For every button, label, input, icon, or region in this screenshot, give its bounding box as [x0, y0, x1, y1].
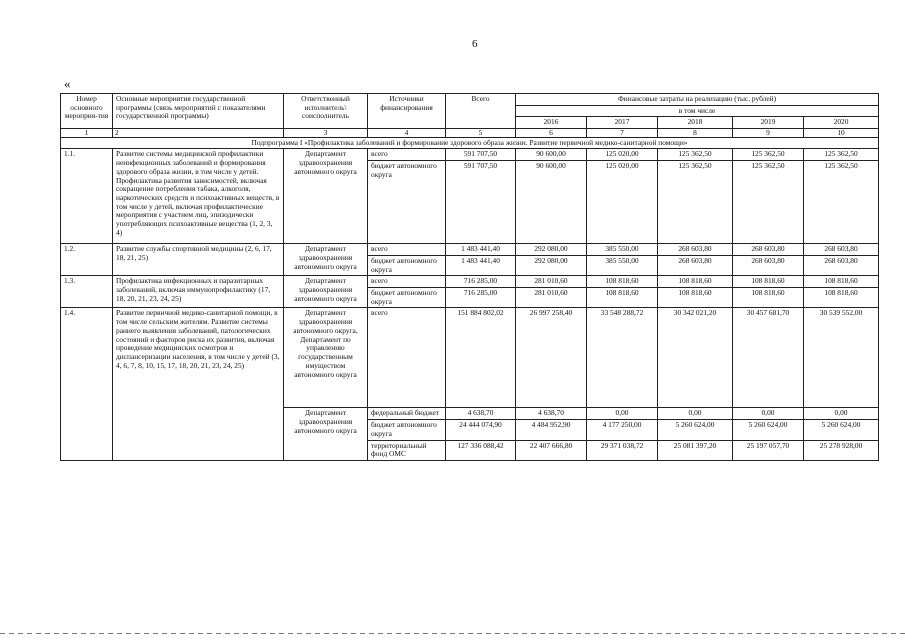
- source-name: всего: [368, 308, 446, 408]
- amount-2019: 30 457 681,70: [733, 308, 804, 408]
- source-name: всего: [368, 149, 446, 161]
- financing-table: [60, 93, 879, 461]
- source-name: всего: [368, 244, 446, 256]
- amount-total: 24 444 074,90: [446, 420, 516, 440]
- scan-bottom-edge: [0, 633, 905, 634]
- header-total: Всего: [446, 94, 516, 129]
- responsible-executor: Департамент здравоохранения автономного округа, Департамент по управлению государственным имуществом автономного округа: [284, 308, 368, 408]
- amount-total: 1 483 441,40: [446, 244, 516, 256]
- source-name: всего: [368, 276, 446, 288]
- column-number: 6: [516, 129, 587, 137]
- amount-2018: 268 603,80: [658, 244, 733, 256]
- amount-2016: 281 010,60: [516, 276, 587, 288]
- amount-2016: 22 407 666,80: [516, 440, 587, 460]
- amount-2020: 5 260 624,00: [804, 420, 879, 440]
- source-name: федеральный бюджет: [368, 408, 446, 420]
- source-name: бюджет автономного округа: [368, 161, 446, 244]
- column-number: 4: [368, 129, 446, 137]
- source-name: бюджет автономного округа: [368, 255, 446, 275]
- amount-2017: 385 550,00: [587, 255, 658, 275]
- column-number: 10: [804, 129, 879, 137]
- amount-2020: 108 818,60: [804, 288, 879, 308]
- amount-2020: 0,00: [804, 408, 879, 420]
- amount-2016: 4 638,70: [516, 408, 587, 420]
- activity-description: Развитие системы медицинской профилактики неинфекционных заболеваний и формирования здорового образа жизни, в том числе у детей. Профилактика развития зависимостей, включая сокращение потребления табака, алкоголя, наркотических средств и психоактивных веществ, в том числе у детей, включая профилактические мероприятия с участием лиц, эпизодически употребляющих психоактивные вещества (1, 2, 3, 4): [113, 149, 284, 244]
- column-number: 1: [61, 129, 113, 137]
- amount-2020: 108 818,60: [804, 276, 879, 288]
- opening-quote: «: [64, 76, 71, 91]
- header-including: в том числе: [516, 105, 879, 117]
- amount-2017: 4 177 250,00: [587, 420, 658, 440]
- amount-total: 591 707,50: [446, 149, 516, 161]
- amount-2017: 108 818,60: [587, 276, 658, 288]
- responsible-executor: Департамент здравоохранения автономного округа: [284, 276, 368, 308]
- amount-2018: 30 342 021,20: [658, 308, 733, 408]
- amount-2019: 108 818,60: [733, 276, 804, 288]
- amount-2017: 0,00: [587, 408, 658, 420]
- column-number: 9: [733, 129, 804, 137]
- amount-2019: 5 260 624,00: [733, 420, 804, 440]
- header-year: 2020: [804, 117, 879, 129]
- amount-2020: 268 603,80: [804, 255, 879, 275]
- column-number: 2: [113, 129, 284, 137]
- header-number: Номер основного мероприя-тия: [61, 94, 113, 129]
- amount-2016: 292 080,00: [516, 255, 587, 275]
- amount-2017: 33 548 288,72: [587, 308, 658, 408]
- amount-2017: 125 020,00: [587, 149, 658, 161]
- source-name: бюджет автономного округа: [368, 288, 446, 308]
- column-number: 5: [446, 129, 516, 137]
- amount-2020: 125 362,50: [804, 149, 879, 161]
- amount-2016: 292 080,00: [516, 244, 587, 256]
- column-number: 8: [658, 129, 733, 137]
- amount-2018: 25 081 397,20: [658, 440, 733, 460]
- amount-total: 151 884 802,02: [446, 308, 516, 408]
- amount-2019: 125 362,50: [733, 161, 804, 244]
- amount-total: 127 336 088,42: [446, 440, 516, 460]
- amount-2018: 108 818,60: [658, 276, 733, 288]
- amount-2018: 125 362,50: [658, 149, 733, 161]
- activity-description: Профилактика инфекционных и паразитарных заболеваний, включая иммунопрофилактику (17, 18, 20, 21, 23, 24, 25): [113, 276, 284, 308]
- subprogram-title: Подпрограмма I «Профилактика заболеваний и формирование здорового образа жизни. Развитие первичной медико-санитарной помощи»: [61, 137, 879, 149]
- header-activities: Основные мероприятия государственной программы (связь мероприятий с показателями государственной программы): [113, 94, 284, 129]
- activity-description: Развитие первичной медико-санитарной помощи, в том числе сельским жителям. Развитие системы раннего выявления заболеваний, патологических состояний и факторов риска их развития, включая проведение медицинских осмотров и диспансеризации населения, в том числе у детей (3, 4, 6, 7, 8, 10, 15, 17, 18, 20, 21, 23, 24, 25): [113, 308, 284, 461]
- header-year: 2017: [587, 117, 658, 129]
- responsible-executor: Департамент здравоохранения автономного округа: [284, 149, 368, 244]
- activity-description: Развитие службы спортивной медицины (2, 6, 17, 18, 21, 25): [113, 244, 284, 276]
- amount-2016: 4 484 952,90: [516, 420, 587, 440]
- source-name: территориальный фонд ОМС: [368, 440, 446, 460]
- amount-total: 1 483 441,40: [446, 255, 516, 275]
- amount-2018: 108 818,60: [658, 288, 733, 308]
- sub-responsible-executor: Департамент здравоохранения автономного округа: [284, 408, 368, 461]
- page-number: 6: [472, 38, 478, 50]
- amount-total: 716 285,00: [446, 288, 516, 308]
- amount-2019: 108 818,60: [733, 288, 804, 308]
- header-year: 2019: [733, 117, 804, 129]
- amount-2017: 125 020,00: [587, 161, 658, 244]
- amount-2016: 90 600,00: [516, 149, 587, 161]
- amount-2016: 26 997 258,40: [516, 308, 587, 408]
- amount-2020: 30 539 552,00: [804, 308, 879, 408]
- source-name: бюджет автономного округа: [368, 420, 446, 440]
- amount-2019: 268 603,80: [733, 244, 804, 256]
- amount-2018: 0,00: [658, 408, 733, 420]
- amount-2019: 0,00: [733, 408, 804, 420]
- header-sources: Источники финансирования: [368, 94, 446, 129]
- row-number: 1.4.: [61, 308, 113, 461]
- responsible-executor: Департамент здравоохранения автономного округа: [284, 244, 368, 276]
- amount-2020: 125 362,50: [804, 161, 879, 244]
- amount-2017: 385 550,00: [587, 244, 658, 256]
- row-number: 1.1.: [61, 149, 113, 244]
- amount-total: 4 638,70: [446, 408, 516, 420]
- amount-2018: 268 603,80: [658, 255, 733, 275]
- amount-2018: 125 362,50: [658, 161, 733, 244]
- column-number: 7: [587, 129, 658, 137]
- amount-2017: 29 371 038,72: [587, 440, 658, 460]
- amount-2016: 281 010,60: [516, 288, 587, 308]
- header-year: 2018: [658, 117, 733, 129]
- row-number: 1.3.: [61, 276, 113, 308]
- amount-total: 591 707,50: [446, 161, 516, 244]
- amount-2019: 125 362,50: [733, 149, 804, 161]
- header-responsible: Ответственный исполнитель\ соисполнитель: [284, 94, 368, 129]
- column-number: 3: [284, 129, 368, 137]
- amount-total: 716 285,00: [446, 276, 516, 288]
- amount-2019: 25 197 057,70: [733, 440, 804, 460]
- row-number: 1.2.: [61, 244, 113, 276]
- amount-2020: 268 603,80: [804, 244, 879, 256]
- amount-2016: 90 600,00: [516, 161, 587, 244]
- header-year: 2016: [516, 117, 587, 129]
- amount-2018: 5 260 624,00: [658, 420, 733, 440]
- amount-2017: 108 818,60: [587, 288, 658, 308]
- amount-2020: 25 278 928,00: [804, 440, 879, 460]
- amount-2019: 268 603,80: [733, 255, 804, 275]
- header-financial: Финансовые затраты на реализацию (тыс. рублей): [516, 94, 879, 106]
